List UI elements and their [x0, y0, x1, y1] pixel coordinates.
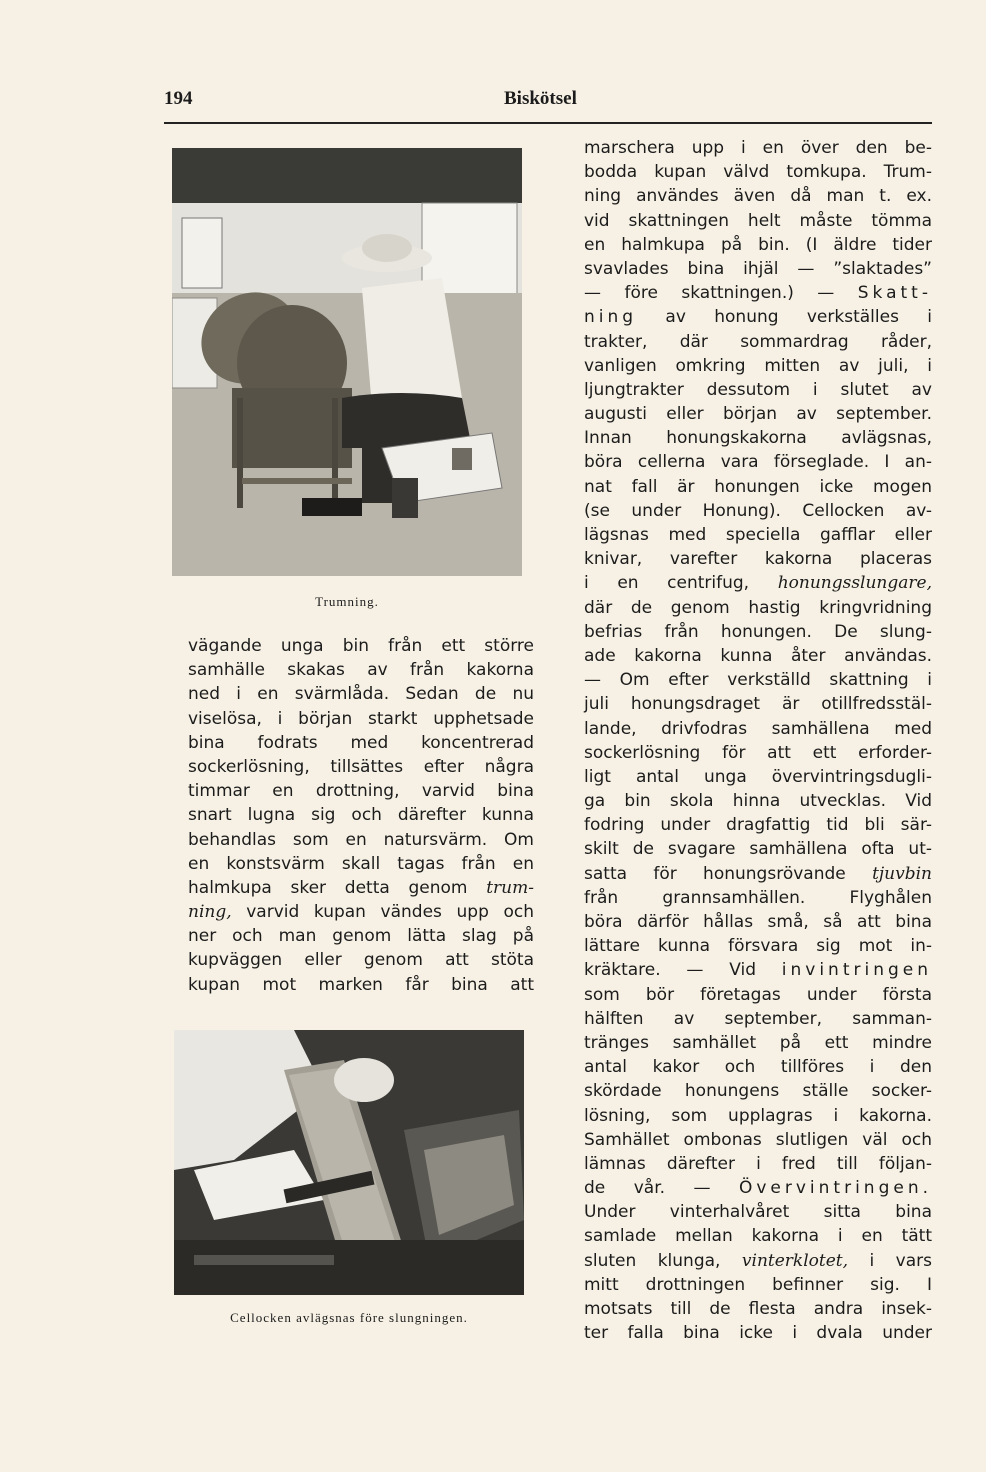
text-line: sockerlösning för att ett erforder- — [584, 742, 932, 763]
text-line: de vår. — Övervintringen. — [584, 1178, 932, 1199]
text-line: hälften av september, samman- — [584, 1008, 932, 1029]
text-line: halmkupa sker detta genom trum- — [188, 877, 534, 898]
text-line: ned i en svärmlåda. Sedan de nu — [188, 684, 534, 705]
italic-term: ning, — [188, 902, 232, 923]
text-line: kupan mot marken får bina att — [188, 974, 534, 995]
running-title: Biskötsel — [504, 88, 577, 109]
text-line: Under vinterhalvåret sitta bina — [584, 1202, 932, 1223]
text-line: motsats till de flesta andra insek- — [584, 1299, 932, 1319]
text-line: fodring under dragfattig tid bli sär- — [584, 815, 932, 836]
text-line: skördade honungens ställe socker- — [584, 1081, 932, 1102]
text-line: vägande unga bin från ett större — [188, 636, 534, 656]
text-line: ljungtrakter dessutom i slutet av — [584, 379, 932, 400]
text-line: mitt drottningen befinner sig. I — [584, 1274, 932, 1295]
italic-term: tjuvbin — [872, 863, 932, 884]
right-text-column — [584, 136, 932, 1345]
text-line: — före skattningen.) — Skatt- — [584, 283, 932, 304]
text-line: en konstsvärm skall tagas från en — [188, 853, 534, 874]
text-line: behandlas som en natursvärm. Om — [188, 829, 534, 850]
text-line: Samhället ombonas slutligen väl och — [584, 1129, 932, 1150]
photo-trumning — [172, 148, 522, 576]
text-line: tränges samhället på ett mindre — [584, 1032, 932, 1053]
text-line: som bör företagas under första — [584, 984, 932, 1005]
text-line: sluten klunga, vinterklotet, i vars — [584, 1250, 933, 1271]
text-line: ligt antal unga övervintringsdugli- — [584, 766, 932, 787]
text-line: lämnas därefter i fred till följan- — [584, 1153, 932, 1174]
text-line: lättare kunna försvara sig mot in- — [584, 936, 932, 957]
text-line: ter falla bina icke i dvala under — [584, 1323, 932, 1344]
text-line: ning användes även då man t. ex. — [584, 186, 932, 207]
header-rule — [164, 122, 932, 124]
text-line: snart lugna sig och därefter kunna — [188, 805, 534, 826]
text-line: kräktare. — Vid invintringen — [584, 960, 932, 981]
spaced-term: invintringen — [781, 960, 932, 981]
text-line: böra därför hållas små, så att bina — [584, 912, 932, 932]
spaced-term: Skatt- — [857, 283, 932, 304]
italic-term: honungsslungare, — [777, 573, 932, 594]
italic-term: vinterklotet, — [741, 1250, 849, 1271]
text-line: lösning, som upplagras i kakorna. — [584, 1105, 932, 1126]
text-line: samlade mellan kakorna i en tätt — [584, 1226, 932, 1247]
left-text-column — [188, 634, 534, 997]
text-line: i en centrifug, honungsslungare, — [584, 573, 932, 594]
text-line: marschera upp i en över den be- — [584, 138, 932, 158]
text-line: juli honungsdraget är otillfredsstäl- — [584, 694, 932, 715]
text-line: viselösa, i början starkt upphetsade — [188, 708, 534, 729]
text-line: vanligen omkring mitten av juli, i — [584, 355, 932, 376]
text-line: (se under Honung). Cellocken av- — [584, 500, 932, 521]
italic-term: trum- — [486, 877, 534, 898]
text-line: trakter, där sommardrag råder, — [584, 331, 932, 352]
text-line: ning, varvid kupan vändes upp och — [188, 902, 534, 923]
spaced-term: ning — [584, 307, 638, 328]
text-line: svavlades bina ihjäl — ”slaktades” — [584, 258, 932, 279]
text-line: kupväggen eller genom att stöta — [188, 950, 534, 971]
text-line: ga bin skola hinna utvecklas. Vid — [584, 791, 932, 812]
photo-cellocken — [174, 1030, 524, 1295]
text-line: knivar, varefter kakorna placeras — [584, 549, 932, 570]
text-line: sockerlösning, tillsättes efter några — [188, 756, 534, 777]
text-line: ning av honung verkställes i — [584, 307, 932, 328]
text-line: där de genom hastig kringvridning — [584, 597, 932, 618]
text-line: ade kakorna kunna åter användas. — [584, 645, 932, 666]
text-line: augusti eller början av september. — [584, 404, 932, 425]
text-line: lägsnas med speciella gafflar eller — [584, 525, 932, 545]
text-line: vid skattningen helt måste tömma — [584, 210, 932, 231]
text-line: från grannsamhällen. Flyghålen — [584, 887, 932, 908]
text-line: böra cellerna vara förseglade. I an- — [584, 452, 932, 473]
text-line: Innan honungskakorna avlägsnas, — [584, 428, 932, 449]
page-number: 194 — [164, 88, 193, 109]
text-line: skilt de svagare samhällena ofta ut- — [584, 839, 932, 860]
text-line: bodda kupan välvd tomkupa. Trum- — [584, 162, 932, 183]
figure-caption-1: Trumning. — [315, 594, 379, 609]
text-line: — Om efter verkställd skattning i — [584, 670, 932, 691]
text-line: satta för honungsrövande tjuvbin — [584, 863, 932, 884]
text-line: timmar en drottning, varvid bina — [188, 781, 534, 802]
figure-caption-2: Cellocken avlägsnas före slungningen. — [230, 1310, 468, 1325]
text-line: ner och man genom lätta slag på — [188, 926, 534, 947]
text-line: samhälle skakas av från kakorna — [188, 660, 534, 681]
spaced-term: Övervintringen. — [738, 1178, 932, 1199]
text-line: befrias från honungen. De slung- — [584, 621, 932, 642]
text-line: en halmkupa på bin. (I äldre tider — [584, 234, 932, 255]
text-line: bina fodrats med koncentrerad — [188, 732, 534, 753]
text-line: nat fall är honungen icke mogen — [584, 476, 932, 497]
page-header — [164, 84, 932, 124]
text-line: lande, drivfodras samhällena med — [584, 718, 932, 739]
text-line: antal kakor och tillföres i den — [584, 1057, 932, 1078]
